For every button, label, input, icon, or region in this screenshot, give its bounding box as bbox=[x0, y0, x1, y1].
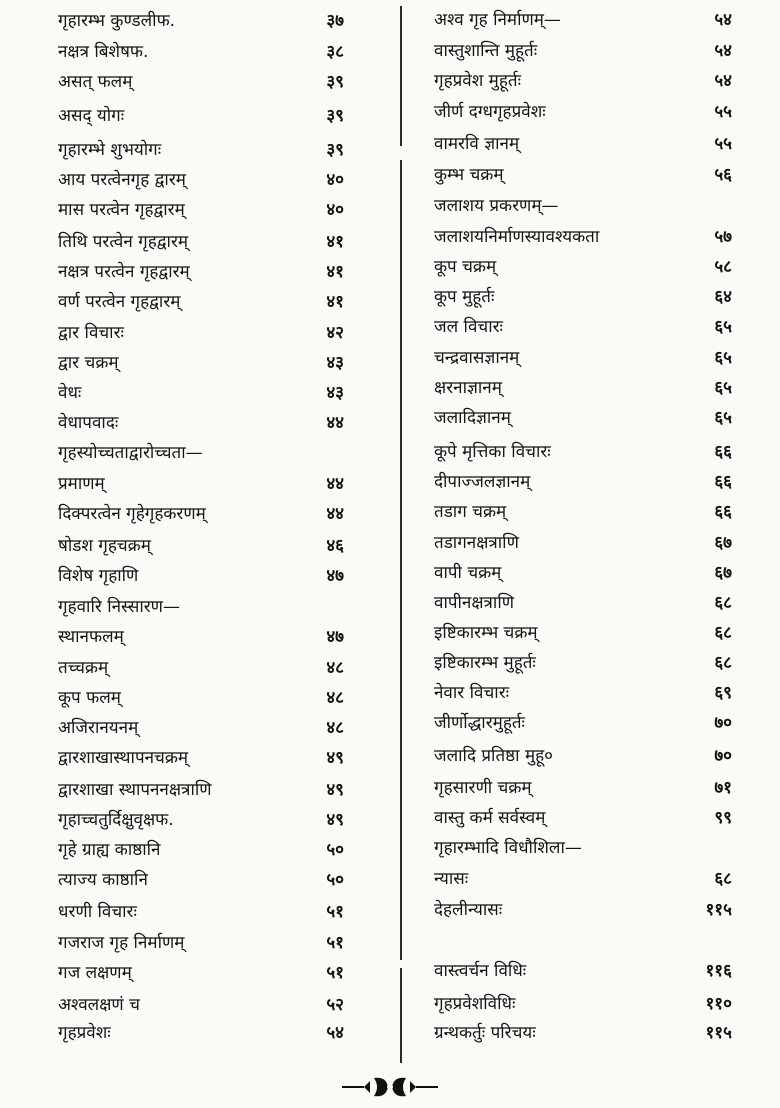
entry-page-number: ६८ bbox=[714, 653, 732, 673]
column-divider bbox=[400, 6, 402, 146]
contents-entry bbox=[0, 928, 400, 958]
entry-page-number: ६७ bbox=[714, 533, 732, 553]
contents-entry bbox=[404, 864, 780, 894]
entry-page-number: ५१ bbox=[326, 963, 344, 983]
contents-entry bbox=[0, 990, 400, 1020]
contents-entry bbox=[0, 499, 400, 529]
entry-page-number: ५० bbox=[326, 840, 344, 860]
entry-title: गृहारम्भे शुभयोगः bbox=[58, 140, 162, 160]
entry-page-number: ७१ bbox=[714, 778, 732, 798]
entry-title: आय परत्वेनगृह द्वारम् bbox=[58, 170, 186, 190]
entry-title: स्थानफलम् bbox=[58, 627, 124, 647]
entry-page-number: ५८ bbox=[714, 257, 732, 277]
contents-entry bbox=[0, 6, 400, 36]
entry-page-number: ४८ bbox=[326, 718, 344, 738]
entry-title: वामरवि ज्ञानम् bbox=[434, 134, 520, 154]
entry-page-number: ४९ bbox=[326, 780, 344, 800]
entry-title: इष्टिकारम्भ मुहूर्तः bbox=[434, 653, 536, 673]
contents-entry bbox=[0, 805, 400, 835]
entry-title: दीपाज्जलज्ञानम् bbox=[434, 472, 531, 492]
contents-entry bbox=[0, 531, 400, 561]
entry-page-number: ४० bbox=[326, 200, 344, 220]
entry-page-number: ४८ bbox=[326, 688, 344, 708]
entry-title: विशेष गृहाणि bbox=[58, 566, 139, 586]
contents-entry bbox=[404, 497, 780, 527]
entry-page-number: ५५ bbox=[714, 102, 732, 122]
contents-entry bbox=[404, 373, 780, 403]
entry-page-number: ६५ bbox=[714, 378, 732, 398]
entry-title: अश्व गृह निर्माणम्— bbox=[434, 10, 561, 30]
entry-title: कूपे मृत्तिका विचारः bbox=[434, 442, 551, 462]
contents-entry bbox=[404, 66, 780, 96]
fleuron-ornament-icon bbox=[0, 1074, 780, 1106]
entry-title: जल विचारः bbox=[434, 317, 503, 337]
entry-page-number: ३८ bbox=[326, 42, 344, 62]
contents-entry bbox=[404, 343, 780, 373]
entry-title: तडाग चक्रम् bbox=[434, 502, 507, 522]
entry-page-number: ४२ bbox=[326, 323, 344, 343]
entry-title: वापी चक्रम् bbox=[434, 563, 502, 583]
entry-title: गजराज गृह निर्माणम् bbox=[58, 933, 185, 953]
entry-title: वास्त्वर्चन विधिः bbox=[434, 961, 527, 981]
entry-title: जलाशय प्रकरणम्— bbox=[434, 196, 559, 216]
entry-page-number: ६८ bbox=[714, 623, 732, 643]
entry-title: द्वार विचारः bbox=[58, 323, 124, 343]
contents-entry bbox=[404, 252, 780, 282]
contents-entry bbox=[404, 678, 780, 708]
contents-entry bbox=[404, 467, 780, 497]
contents-entry bbox=[0, 713, 400, 743]
entry-page-number: ५४ bbox=[714, 71, 732, 91]
contents-entry bbox=[0, 408, 400, 438]
entry-title: असत् फलम् bbox=[58, 72, 133, 92]
contents-entry bbox=[0, 318, 400, 348]
contents-entry bbox=[404, 282, 780, 312]
entry-page-number: ९९ bbox=[714, 808, 732, 828]
contents-entry bbox=[0, 469, 400, 499]
entry-title: जीर्ण दग्धगृहप्रवेशः bbox=[434, 102, 546, 122]
entry-page-number: ४६ bbox=[326, 536, 344, 556]
entry-page-number: ५४ bbox=[714, 41, 732, 61]
entry-title: धरणी विचारः bbox=[58, 902, 137, 922]
entry-title: तिथि परत्वेन गृहद्वारम् bbox=[58, 232, 189, 252]
contents-entry bbox=[0, 592, 400, 622]
entry-page-number: ६७ bbox=[714, 563, 732, 583]
entry-page-number: ४१ bbox=[326, 292, 344, 312]
entry-title: द्वारशाखा स्थापननक्षत्राणि bbox=[58, 780, 212, 800]
entry-title: वेधः bbox=[58, 383, 82, 403]
entry-title: त्याज्य काष्ठानि bbox=[58, 870, 148, 890]
entry-title: चन्द्रवासज्ञानम् bbox=[434, 348, 520, 368]
contents-entry bbox=[404, 5, 780, 35]
contents-entry bbox=[404, 160, 780, 190]
fleuron-icon bbox=[340, 1074, 440, 1100]
contents-entry bbox=[404, 588, 780, 618]
entry-page-number: ४९ bbox=[326, 810, 344, 830]
entry-title: गृहारम्भ कुण्डलीफ. bbox=[58, 11, 176, 31]
contents-entry bbox=[404, 222, 780, 252]
entry-page-number: ११६ bbox=[705, 961, 732, 981]
contents-entry bbox=[0, 135, 400, 165]
entry-title: गृहाच्चतुर्दिक्षुवृक्षफ. bbox=[58, 810, 174, 830]
contents-entry bbox=[0, 622, 400, 652]
contents-entry bbox=[404, 803, 780, 833]
entry-title: अजिरानयनम् bbox=[58, 718, 139, 738]
entry-page-number: ३७ bbox=[326, 11, 344, 31]
entry-title: वास्तु कर्म सर्वस्वम् bbox=[434, 808, 546, 828]
contents-entry bbox=[404, 36, 780, 66]
contents-entry bbox=[404, 956, 780, 986]
entry-page-number: ५४ bbox=[326, 1023, 344, 1043]
contents-entry bbox=[404, 833, 780, 863]
entry-title: षोडश गृहचक्रम् bbox=[58, 536, 151, 556]
contents-entry bbox=[0, 438, 400, 468]
entry-title: जीर्णोद्धारमुहूर्तः bbox=[434, 713, 525, 733]
entry-title: वेधापवादः bbox=[58, 413, 119, 433]
entry-page-number: ६६ bbox=[714, 472, 732, 492]
contents-entry bbox=[404, 191, 780, 221]
entry-page-number: ४४ bbox=[326, 504, 344, 524]
entry-page-number: ४१ bbox=[326, 262, 344, 282]
entry-page-number: ६६ bbox=[714, 442, 732, 462]
entry-page-number: ३९ bbox=[326, 140, 344, 160]
entry-title: अश्वलक्षणं च bbox=[58, 995, 140, 1015]
contents-entry bbox=[0, 865, 400, 895]
contents-entry bbox=[404, 741, 780, 771]
contents-entry bbox=[0, 37, 400, 67]
contents-entry bbox=[0, 683, 400, 713]
entry-title: नक्षत्र बिशेषफ. bbox=[58, 42, 149, 62]
contents-entry bbox=[0, 101, 400, 131]
entry-title: द्वारशाखास्थापनचक्रम् bbox=[58, 748, 189, 768]
entry-page-number: ६५ bbox=[714, 348, 732, 368]
entry-page-number: ७० bbox=[714, 713, 732, 733]
entry-title: जलाशयनिर्माणस्यावश्यकता bbox=[434, 227, 600, 247]
entry-page-number: ११५ bbox=[705, 1023, 732, 1043]
entry-page-number: ६५ bbox=[714, 408, 732, 428]
column-divider bbox=[400, 160, 402, 960]
contents-entry bbox=[0, 835, 400, 865]
entry-title: नक्षत्र परत्वेन गृहद्वारम् bbox=[58, 262, 190, 282]
entry-page-number: ५५ bbox=[714, 134, 732, 154]
entry-page-number: ५२ bbox=[326, 995, 344, 1015]
entry-title: कूप मुहूर्तः bbox=[434, 287, 495, 307]
contents-entry bbox=[0, 165, 400, 195]
entry-page-number: ११५ bbox=[705, 900, 732, 920]
contents-entry bbox=[0, 775, 400, 805]
contents-entry bbox=[0, 653, 400, 683]
entry-title: जलादि प्रतिष्ठा मुहू० bbox=[434, 746, 553, 766]
contents-entry bbox=[404, 648, 780, 678]
entry-page-number: ६९ bbox=[714, 683, 732, 703]
entry-title: देहलीन्यासः bbox=[434, 900, 503, 920]
contents-entry bbox=[0, 227, 400, 257]
entry-page-number: ४८ bbox=[326, 658, 344, 678]
entry-title: गृहप्रवेशः bbox=[58, 1023, 111, 1043]
entry-page-number: ४९ bbox=[326, 748, 344, 768]
entry-title: द्वार चक्रम् bbox=[58, 353, 119, 373]
contents-entry bbox=[404, 528, 780, 558]
entry-page-number: ५७ bbox=[714, 227, 732, 247]
contents-entry bbox=[0, 897, 400, 927]
entry-page-number: ४३ bbox=[326, 353, 344, 373]
contents-entry bbox=[0, 257, 400, 287]
entry-page-number: ४० bbox=[326, 170, 344, 190]
entry-page-number: ४१ bbox=[326, 232, 344, 252]
entry-page-number: ४३ bbox=[326, 383, 344, 403]
entry-title: मास परत्वेन गृहद्वारम् bbox=[58, 200, 185, 220]
entry-title: वर्ण परत्वेन गृहद्वारम् bbox=[58, 292, 181, 312]
entry-page-number: ६५ bbox=[714, 317, 732, 337]
contents-entry bbox=[404, 989, 780, 1019]
contents-entry bbox=[404, 708, 780, 738]
contents-entry bbox=[404, 129, 780, 159]
contents-entry bbox=[0, 287, 400, 317]
contents-entry bbox=[404, 558, 780, 588]
entry-page-number: ६८ bbox=[714, 593, 732, 613]
entry-title: गृहवारि निस्सारण— bbox=[58, 597, 180, 617]
contents-entry bbox=[0, 195, 400, 225]
entry-page-number: ६८ bbox=[714, 869, 732, 889]
contents-entry bbox=[404, 437, 780, 467]
column-divider bbox=[400, 968, 402, 1063]
contents-entry bbox=[0, 348, 400, 378]
entry-title: कुम्भ चक्रम् bbox=[434, 165, 504, 185]
entry-title: कूप फलम् bbox=[58, 688, 121, 708]
contents-entry bbox=[0, 1018, 400, 1048]
entry-page-number: ५१ bbox=[326, 902, 344, 922]
entry-page-number: ५० bbox=[326, 870, 344, 890]
entry-page-number: ३९ bbox=[326, 72, 344, 92]
entry-page-number: ४७ bbox=[326, 627, 344, 647]
entry-title: वापीनक्षत्राणि bbox=[434, 593, 515, 613]
entry-title: कूप चक्रम् bbox=[434, 257, 497, 277]
entry-page-number: ५६ bbox=[714, 165, 732, 185]
entry-title: नेवार विचारः bbox=[434, 683, 510, 703]
entry-page-number: ५१ bbox=[326, 933, 344, 953]
entry-title: गृहसारणी चक्रम् bbox=[434, 778, 532, 798]
contents-entry bbox=[0, 561, 400, 591]
entry-title: गृहारम्भादि विधौशिला— bbox=[434, 838, 582, 858]
entry-title: इष्टिकारम्भ चक्रम् bbox=[434, 623, 538, 643]
entry-title: गृहस्योच्चताद्वारोच्चता— bbox=[58, 443, 203, 463]
contents-entry bbox=[0, 958, 400, 988]
entry-page-number: ११० bbox=[705, 994, 732, 1014]
contents-entry bbox=[0, 743, 400, 773]
entry-title: गृहप्रवेश मुहूर्तः bbox=[434, 71, 522, 91]
entry-title: गज लक्षणम् bbox=[58, 963, 132, 983]
entry-page-number: ४७ bbox=[326, 566, 344, 586]
entry-title: गृहप्रवेशविधिः bbox=[434, 994, 516, 1014]
entry-page-number: ४४ bbox=[326, 474, 344, 494]
entry-title: प्रमाणम् bbox=[58, 474, 105, 494]
entry-page-number: ५४ bbox=[714, 10, 732, 30]
contents-entry bbox=[404, 1018, 780, 1048]
entry-page-number: ३९ bbox=[326, 106, 344, 126]
entry-title: दिक्परत्वेन गृहेगृहकरणम् bbox=[58, 504, 206, 524]
contents-entry bbox=[404, 773, 780, 803]
entry-title: ग्रन्थकर्तुः परिचयः bbox=[434, 1023, 536, 1043]
entry-title: तच्चक्रम् bbox=[58, 658, 109, 678]
entry-title: न्यासः bbox=[434, 869, 469, 889]
entry-title: जलादिज्ञानम् bbox=[434, 408, 511, 428]
contents-entry bbox=[404, 403, 780, 433]
entry-page-number: ७० bbox=[714, 746, 732, 766]
entry-title: गृहे ग्राह्य काष्ठानि bbox=[58, 840, 161, 860]
entry-page-number: ४४ bbox=[326, 413, 344, 433]
contents-entry bbox=[404, 618, 780, 648]
entry-title: तडागनक्षत्राणि bbox=[434, 533, 519, 553]
entry-title: असद् योगः bbox=[58, 106, 125, 126]
entry-page-number: ६४ bbox=[714, 287, 732, 307]
contents-entry bbox=[404, 895, 780, 925]
contents-entry bbox=[0, 67, 400, 97]
contents-entry bbox=[404, 97, 780, 127]
contents-entry bbox=[404, 312, 780, 342]
entry-page-number: ६६ bbox=[714, 502, 732, 522]
entry-title: वास्तुशान्ति मुहूर्तः bbox=[434, 41, 538, 61]
entry-title: क्षरनाज्ञानम् bbox=[434, 378, 502, 398]
contents-entry bbox=[0, 378, 400, 408]
